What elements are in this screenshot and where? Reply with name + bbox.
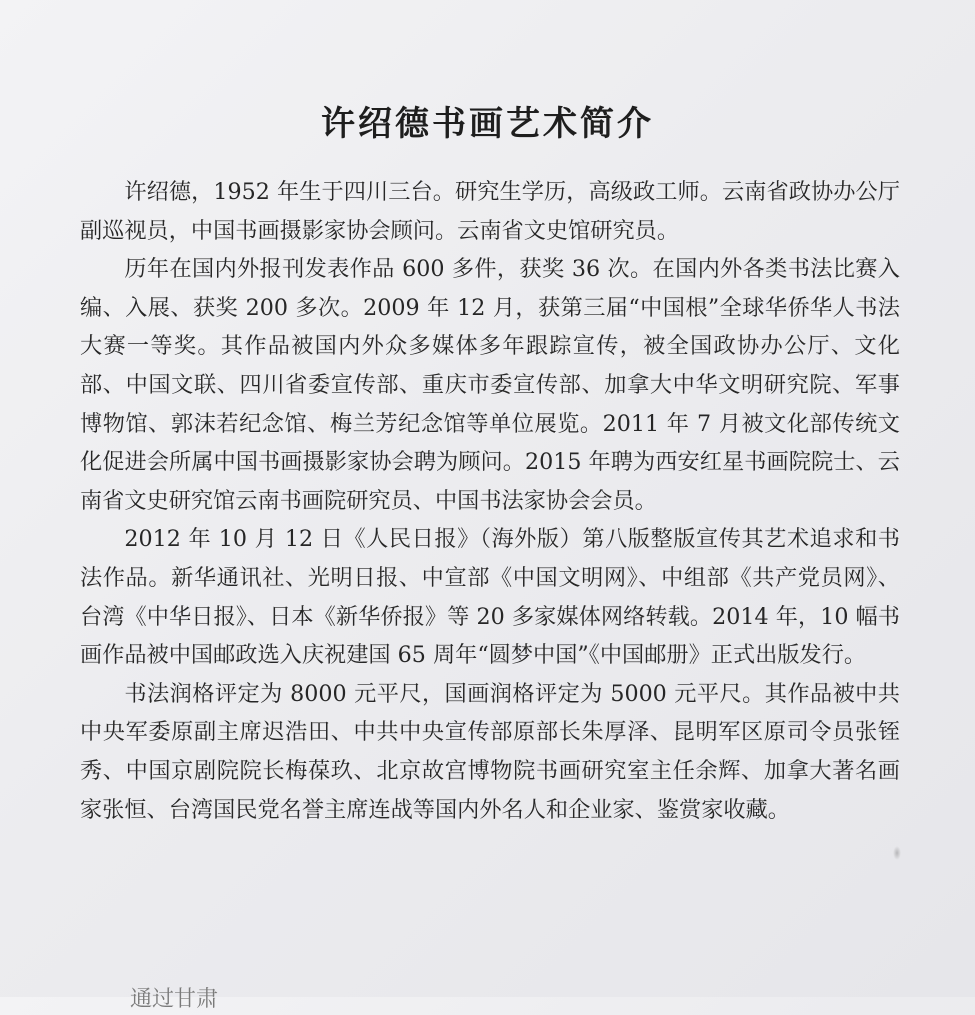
paragraph-collections: 书法润格评定为 8000 元平尺，国画润格评定为 5000 元平尺。其作品被中共中央军委原副主席迟浩田、中共中央宣传部原部长朱厚泽、昆明军区原司令员张铚秀、中国京剧院院长梅葆玖、北京故宫博物院书画研究室主任余辉、加拿大著名画家张恒、台湾国民党名誉主席连战等国内外名人和企业家、鉴赏家收藏。	[80, 680, 900, 823]
paragraph-biography: 许绍德，1952 年生于四川三台。研究生学历，高级政工师。云南省政协办公厅副巡视员，中国书画摄影家协会顾问。云南省文史馆研究员。	[80, 179, 900, 244]
document-body	[80, 173, 900, 829]
paper-smudge	[893, 846, 901, 860]
paragraph-achievements: 历年在国内外报刊发表作品 600 多件，获奖 36 次。在国内外各类书法比赛入编、入展、获奖 200 多次。2009 年 12 月，获第三届“中国根”全球华侨华人书法大赛一等奖。其作品被国内外众多媒体多年跟踪宣传，被全国政协办公厅、文化部、中国文联、四川省委宣传部、重庆市委宣传部、加拿大中华文明研究院、军事博物馆、郭沫若纪念馆、梅兰芳纪念馆等单位展览。2011 年 7 月被文化部传统文化促进会所属中国书画摄影家协会聘为顾问。2015 年聘为西安红星书画院院士、云南省文史研究馆云南书画院研究员、中国书法家协会会员。	[80, 256, 900, 514]
cut-off-text-line: 通过甘肃	[130, 987, 219, 1012]
paragraph-media-coverage: 2012 年 10 月 12 日《人民日报》（海外版）第八版整版宣传其艺术追求和书法作品。新华通讯社、光明日报、中宣部《中国文明网》、中组部《共产党员网》、台湾《中华日报》、日本《新华侨报》等 20 多家媒体网络转载。2014 年，10 幅书画作品被中国邮政选入庆祝建国 65 周年“圆梦中国”《中国邮册》正式出版发行。	[80, 526, 900, 669]
page-title: 许绍德书画艺术简介	[321, 104, 654, 144]
